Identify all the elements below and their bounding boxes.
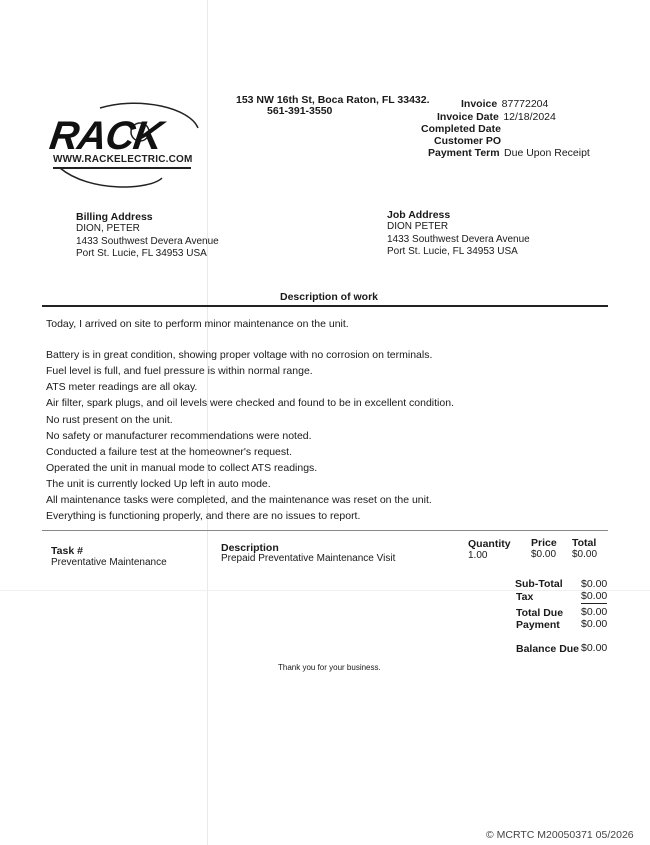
work-line: Battery is in great condition, showing proper voltage with no corrosion on terminals.	[46, 349, 433, 361]
work-line: No safety or manufacturer recommendations were noted.	[46, 430, 312, 442]
tax-value: $0.00	[581, 590, 608, 602]
payment-term-label: Payment Term	[428, 147, 500, 159]
subtotal-label: Sub-Total	[515, 578, 563, 590]
invoice-label: Invoice	[461, 98, 498, 110]
tax-label: Tax	[516, 591, 534, 603]
tax-underline	[581, 603, 607, 604]
company-phone: 561-391-3550	[267, 105, 333, 117]
logo-underline	[53, 167, 191, 169]
work-line: Operated the unit in manual mode to collect ATS readings.	[46, 462, 318, 474]
job-city: Port St. Lucie, FL 34953 USA	[387, 246, 518, 257]
column-header-description: Description	[221, 542, 279, 554]
mls-watermark: © MCRTC M20050371 05/2026	[486, 829, 634, 841]
billing-address	[76, 211, 219, 261]
row-quantity: 1.00	[468, 550, 488, 561]
work-line: Everything is functioning properly, and there are no issues to report.	[46, 510, 361, 522]
payment-value: $0.00	[581, 618, 608, 630]
total-due-label: Total Due	[516, 607, 564, 619]
column-header-price: Price	[531, 537, 557, 549]
row-price: $0.00	[531, 549, 557, 560]
page-fold-line-horizontal	[0, 590, 650, 591]
work-line: All maintenance tasks were completed, and the maintenance was reset on the unit.	[46, 494, 432, 506]
column-header-task: Task #	[51, 545, 83, 557]
billing-street: 1433 Southwest Devera Avenue	[76, 235, 219, 247]
payment-term: Due Upon Receipt	[504, 147, 590, 159]
row-total: $0.00	[572, 549, 598, 560]
work-line: ATS meter readings are all okay.	[46, 381, 198, 393]
billing-address-title: Billing Address	[76, 211, 153, 223]
billing-name: DION, PETER	[76, 223, 140, 234]
work-intro: Today, I arrived on site to perform minor maintenance on the unit.	[46, 318, 349, 330]
company-address: 153 NW 16th St, Boca Raton, FL 33432.	[236, 94, 430, 106]
logo-wordmark: RACK	[46, 114, 165, 158]
job-address	[387, 209, 530, 259]
column-header-total: Total	[572, 537, 597, 549]
job-street: 1433 Southwest Devera Avenue	[387, 233, 530, 245]
logo-url: WWW.RACKELECTRIC.COM	[53, 154, 193, 165]
balance-due-value: $0.00	[581, 642, 608, 654]
billing-city: Port St. Lucie, FL 34953 USA	[76, 248, 207, 259]
row-description: Prepaid Preventative Maintenance Visit	[221, 553, 396, 564]
job-name: DION PETER	[387, 221, 449, 232]
section-divider	[42, 305, 608, 307]
balance-due-label: Balance Due	[516, 643, 580, 655]
work-line: Fuel level is full, and fuel pressure is within normal range.	[46, 365, 313, 377]
payment-term-row	[428, 143, 590, 161]
invoice-date: 12/18/2024	[503, 111, 556, 123]
subtotal-value: $0.00	[581, 578, 608, 590]
work-line: No rust present on the unit.	[46, 414, 173, 426]
payment-label: Payment	[516, 619, 560, 631]
work-line: Conducted a failure test at the homeowner's request.	[46, 446, 292, 458]
total-due-value: $0.00	[581, 606, 608, 618]
customer-po-label: Customer PO	[434, 135, 502, 147]
column-header-quantity: Quantity	[468, 538, 511, 550]
thank-you-note: Thank you for your business.	[278, 663, 381, 672]
work-line: Air filter, spark plugs, and oil levels were checked and found to be in excellent condition.	[46, 397, 454, 409]
company-logo	[40, 98, 210, 188]
invoice-number: 87772204	[501, 98, 549, 110]
work-line: The unit is currently locked Up left in auto mode.	[46, 478, 271, 490]
completed-date-label: Completed Date	[421, 123, 501, 135]
job-address-title: Job Address	[387, 209, 451, 221]
table-divider	[42, 530, 608, 531]
row-task: Preventative Maintenance	[51, 557, 167, 568]
invoice-date-label: Invoice Date	[437, 111, 499, 123]
description-of-work-title: Description of work	[280, 291, 379, 303]
